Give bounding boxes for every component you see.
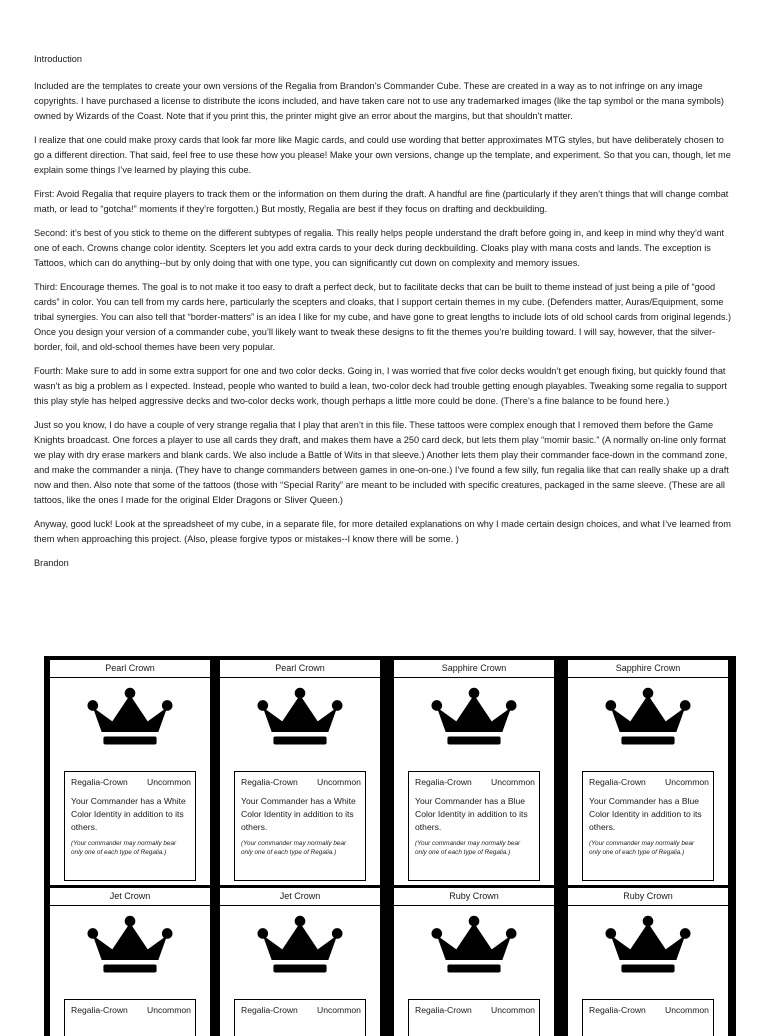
card-rarity: Uncommon xyxy=(147,1005,191,1015)
card-rarity: Uncommon xyxy=(317,777,361,787)
card-textbox xyxy=(582,771,714,881)
card-title: Sapphire Crown xyxy=(394,660,554,678)
crown-icon xyxy=(429,686,519,748)
regalia-card xyxy=(568,660,728,885)
card-title: Ruby Crown xyxy=(568,888,728,906)
regalia-card xyxy=(50,888,210,1036)
card-title: Sapphire Crown xyxy=(568,660,728,678)
paragraph: Second: it’s best of you stick to theme on the different subtypes of regalia. This really helps people understand the draft before going in, and keep in mind why they’d want one of each. Crowns change color identity. Scepters let you add extra cards to your deck during deckbuilding. Cloaks play with mana costs and lands. The exception is Tattoos, which can do anything--but by only doing that with one type, you can significantly cut down on complexity and memory issues. xyxy=(34,228,724,268)
introduction-document xyxy=(34,52,734,580)
crown-icon xyxy=(85,686,175,748)
card-rarity: Uncommon xyxy=(665,1005,709,1015)
regalia-card xyxy=(394,660,554,885)
paragraph: Third: Encourage themes. The goal is to not make it too easy to draft a perfect deck, but to facilitate decks that can be built to theme instead of just being a pile of “good cards” in color. You can tell from my cards here, particularly the scepters and cloaks, that I support certain themes in my cube. (Defenders matter, Auras/Equipment, some tribal synergies. You can also tell that “border-matters” is an idea I like for my cube, and have gone to great lengths to include lots of old school cards from original legends.) Once you design your version of a commander cube, you’ll likely want to tweak these designs to fit the themes you’re building toward. I will say, however, that the silver-border, foil, and old-school themes have been very popular. xyxy=(34,282,732,352)
card-title: Jet Crown xyxy=(50,888,210,906)
crown-icon xyxy=(603,914,693,976)
card-title: Ruby Crown xyxy=(394,888,554,906)
regalia-card xyxy=(50,660,210,885)
paragraph: First: Avoid Regalia that require players to track them or the information on them during the draft. A handful are fine (particularly if they aren’t things that will change combat math, or lead to “gotcha!” moments if they’re forgotten.) But mostly, Regalia are best if they focus on drafting and deckbuilding. xyxy=(34,189,729,214)
card-textbox xyxy=(64,771,196,881)
card-type: Regalia-Crown xyxy=(589,777,646,787)
crown-icon xyxy=(255,686,345,748)
card-type: Regalia-Crown xyxy=(71,777,128,787)
card-title: Pearl Crown xyxy=(220,660,380,678)
regalia-card xyxy=(220,660,380,885)
card-textbox xyxy=(408,999,540,1036)
paragraph: Just so you know, I do have a couple of very strange regalia that I play that aren’t in this file. These tattoos were complex enough that I removed them before the Game Knights broadcast. One forces a player to use all cards they draft, and makes them have a 250 card deck, but lets them play “momir basic.” (A normally on-line only format we play with dry erase markers and blank cards. We also include a Battle of Wits in that sleeve.) Another lets them play their commander face-down in the command zone, and make the commander a ninja. (They have to change commanders between games in one-on-one.) I’ve found a few silly, fun regalia like that can really shake up a draft now and then. Also note that some of the tattoos (those with “Special Rarity” are meant to be included with specific creatures, packaged in the same sleeve. (These are all tattoos, like the ones I made for the original Elder Dragons or Sliver Queen.) xyxy=(34,420,729,505)
card-rule-text: Your Commander has a White Color Identity in addition to its others. xyxy=(71,796,186,832)
crown-icon xyxy=(85,914,175,976)
card-type: Regalia-Crown xyxy=(241,1005,298,1015)
regalia-card xyxy=(394,888,554,1036)
card-rule-text: Your Commander has a White Color Identity in addition to its others. xyxy=(241,796,356,832)
paragraph: Anyway, good luck! Look at the spreadsheet of my cube, in a separate file, for more detailed explanations on why I made certain design choices, and what I’ve learned from them when approaching this project. (Also, please forgive typos or mistakes--I know there will be some. ) xyxy=(34,519,731,544)
card-textbox xyxy=(64,999,196,1036)
crown-icon xyxy=(603,686,693,748)
card-rarity: Uncommon xyxy=(147,777,191,787)
card-rule-text: Your Commander has a Blue Color Identity in addition to its others. xyxy=(589,796,702,832)
card-reminder-text: (Your commander may normally bear only one of each type of Regalia.) xyxy=(71,840,177,856)
crown-icon xyxy=(255,914,345,976)
card-textbox xyxy=(582,999,714,1036)
card-reminder-text: (Your commander may normally bear only one of each type of Regalia.) xyxy=(241,840,347,856)
card-rarity: Uncommon xyxy=(491,777,535,787)
card-rarity: Uncommon xyxy=(665,777,709,787)
card-reminder-text: (Your commander may normally bear only one of each type of Regalia.) xyxy=(589,840,695,856)
regalia-card xyxy=(220,888,380,1036)
regalia-card xyxy=(568,888,728,1036)
card-textbox xyxy=(234,771,366,881)
card-reminder-text: (Your commander may normally bear only one of each type of Regalia.) xyxy=(415,840,521,856)
card-rule-text: Your Commander has a Blue Color Identity in addition to its others. xyxy=(415,796,528,832)
card-type: Regalia-Crown xyxy=(71,1005,128,1015)
card-title: Pearl Crown xyxy=(50,660,210,678)
card-rarity: Uncommon xyxy=(317,1005,361,1015)
crown-icon xyxy=(429,914,519,976)
card-type: Regalia-Crown xyxy=(589,1005,646,1015)
card-type: Regalia-Crown xyxy=(415,777,472,787)
paragraph: Fourth: Make sure to add in some extra support for one and two color decks. Going in, I was worried that five color decks wouldn’t get enough fixing, but quickly found that wasn’t as big a problem as I expected. Instead, people who wanted to build a lean, two-color deck had trouble getting enough playables. Tweaking some regalia to support this play style has helped aggressive decks and two-color decks work, though perhaps a little more could be done. (There’s a fine balance to be found here.) xyxy=(34,366,727,406)
card-title: Jet Crown xyxy=(220,888,380,906)
document-heading: Introduction xyxy=(34,54,83,64)
card-sheet xyxy=(44,656,736,1036)
card-type: Regalia-Crown xyxy=(241,777,298,787)
signature: Brandon xyxy=(34,558,69,568)
card-textbox xyxy=(408,771,540,881)
paragraph: I realize that one could make proxy cards that look far more like Magic cards, and could use wording that better approximates MTG styles, but have deliberately chosen to go a different direction. That said, feel free to use these how you please! Make your own versions, change up the template, and experiment. So that you can, though, let me explain some things I’ve learned by playing this cube. xyxy=(34,135,731,175)
card-type: Regalia-Crown xyxy=(415,1005,472,1015)
paragraph: Included are the templates to create your own versions of the Regalia from Brandon’s Commander Cube. These are created in a way as to not infringe on any image copyrights. I have purchased a license to distribute the icons included, and have taken care not to use any trademarked images (like the tap symbol or the mana symbols) owned by Wizards of the Coast. Note that if you print this, the printer might give an error about the margins, but that shouldn’t matter. xyxy=(34,81,724,121)
card-textbox xyxy=(234,999,366,1036)
card-rarity: Uncommon xyxy=(491,1005,535,1015)
